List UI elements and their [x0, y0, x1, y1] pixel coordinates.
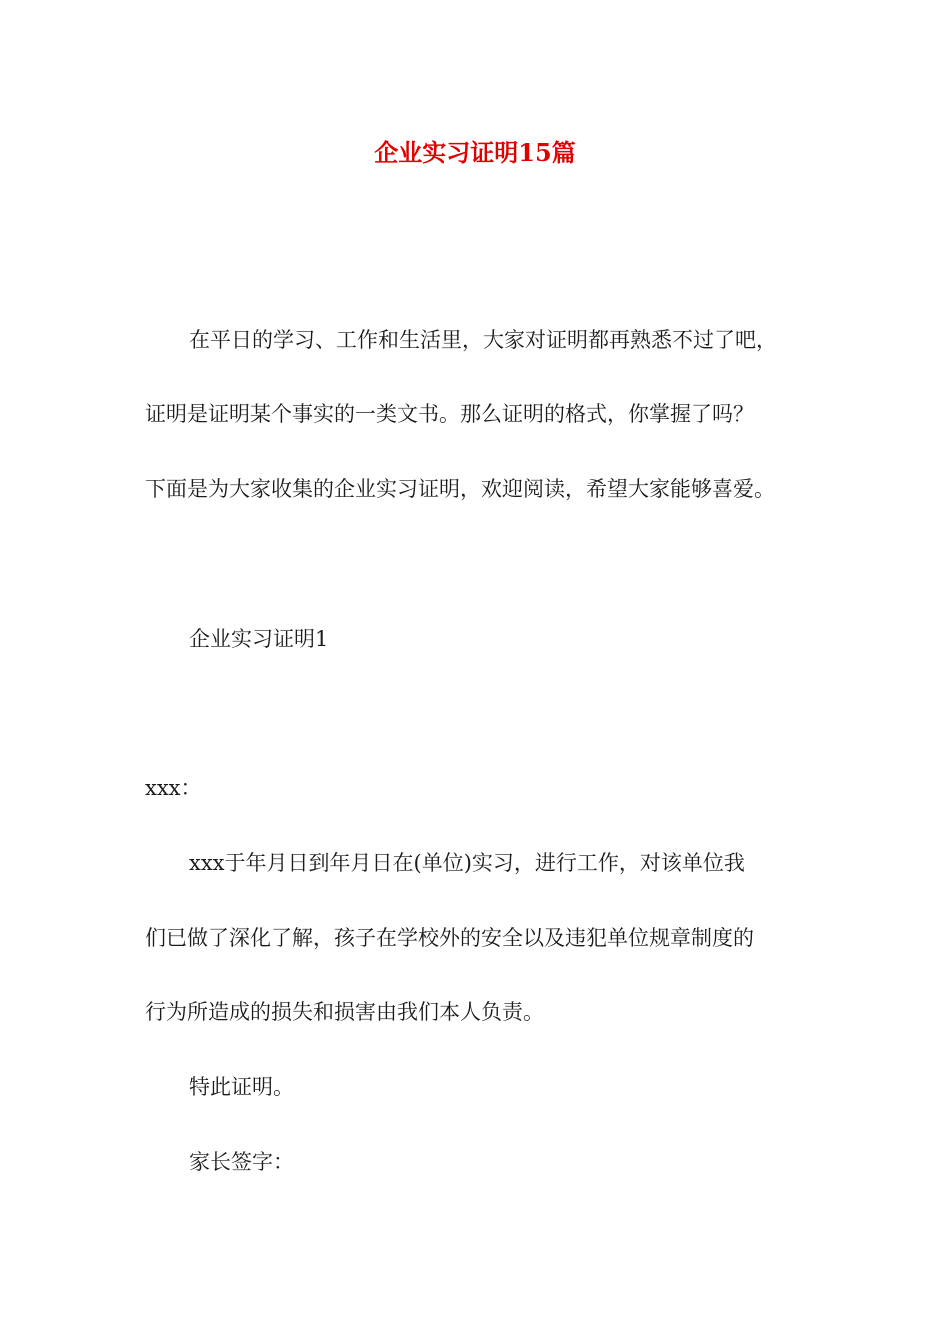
section-heading: 企业实习证明1: [189, 627, 329, 651]
intro-line-2: 证明是证明某个事实的一类文书。那么证明的格式，你掌握了吗？: [145, 402, 754, 426]
body-line-1: xxx于年月日到年月日在(单位)实习，进行工作，对该单位我: [189, 851, 745, 875]
body-line-3: 行为所造成的损失和损害由我们本人负责。: [145, 1000, 544, 1024]
body-line-2: 们已做了深化了解，孩子在学校外的安全以及违犯单位规章制度的: [145, 926, 754, 950]
intro-line-3: 下面是为大家收集的企业实习证明，欢迎阅读，希望大家能够喜爱。: [145, 477, 775, 501]
signature-label: 家长签字：: [189, 1150, 294, 1174]
document-title: 企业实习证明15篇: [374, 138, 576, 167]
intro-line-1: 在平日的学习、工作和生活里，大家对证明都再熟悉不过了吧，: [189, 328, 777, 352]
salutation: xxx：: [145, 776, 202, 800]
closing-line: 特此证明。: [189, 1075, 294, 1099]
